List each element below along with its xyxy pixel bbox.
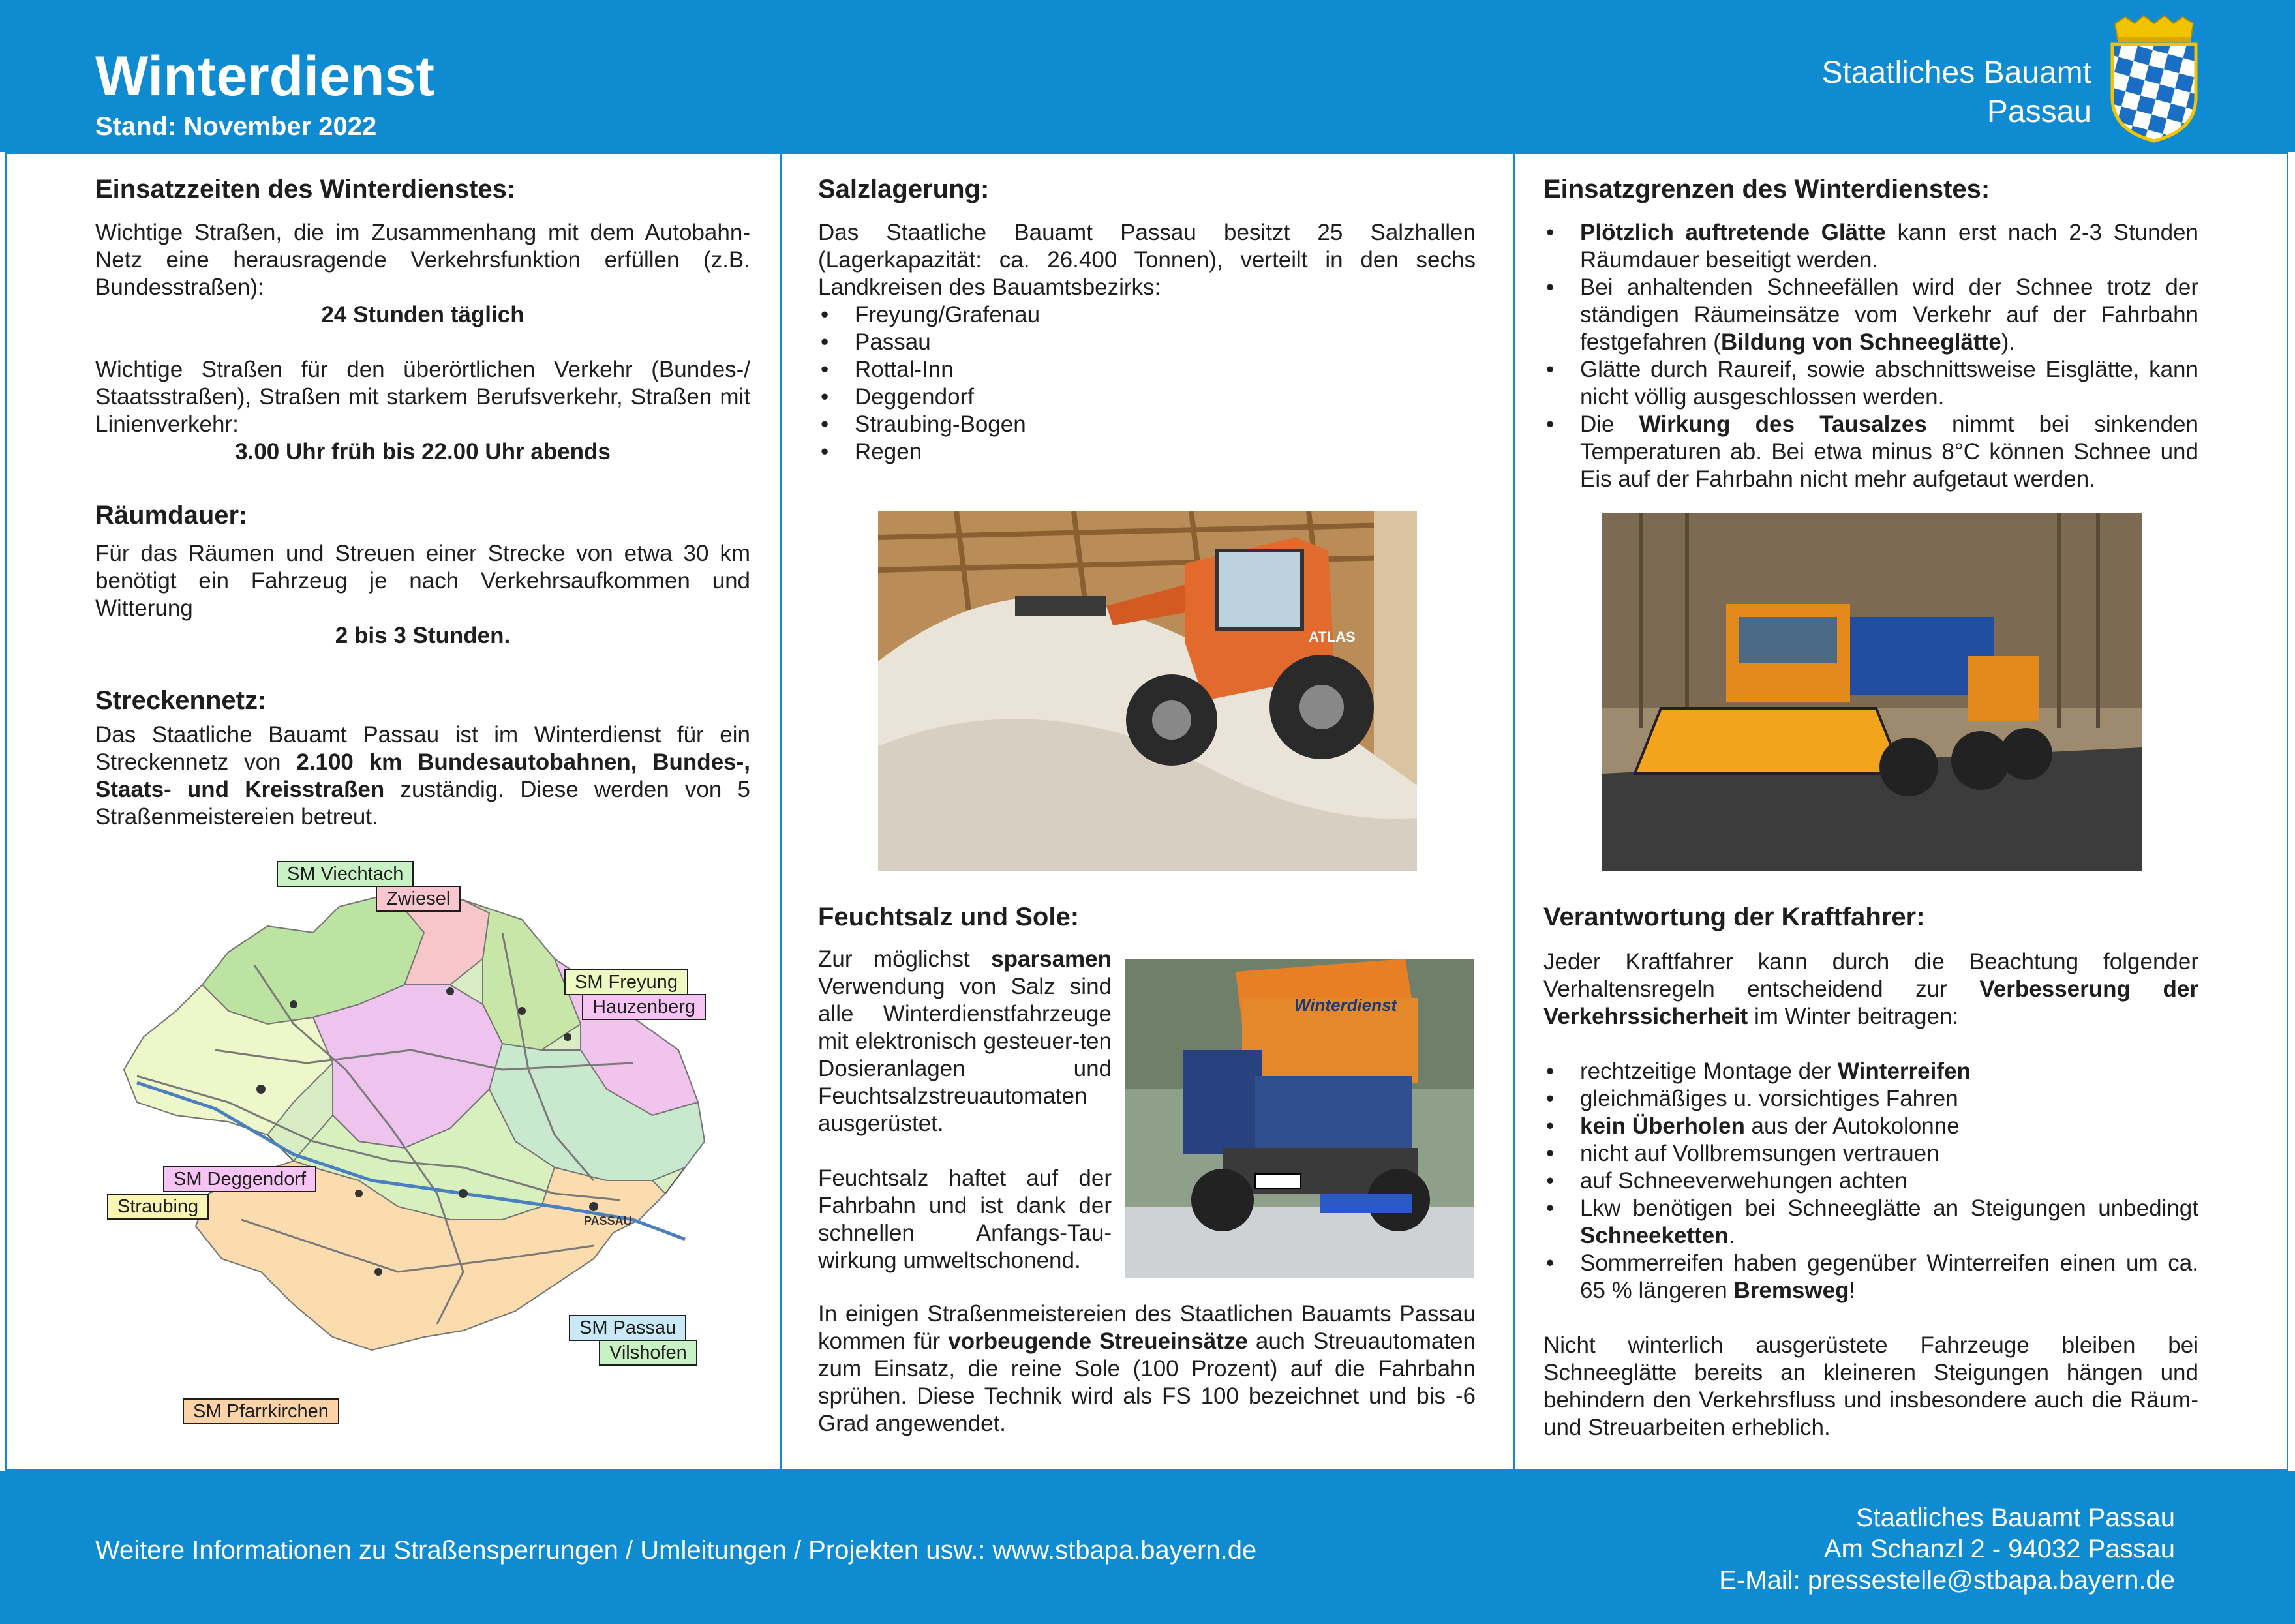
feucht-text-1c: Verwendung von Salz sind alle Winterdienstfahrzeuge mit elektronisch gesteuer-ten Dosieranlagen und Feuchtsalzstreuautomaten ausgerüstet. — [818, 974, 1112, 1136]
heading-feuchtsalz: Feuchtsalz und Sole: — [818, 903, 1080, 931]
raeum-text: Für das Räumen und Streuen einer Strecke von etwa 30 km benötigt ein Fahrzeug je nach Verkehrsaufkommen und Witterung — [95, 541, 750, 621]
photo-spreader-truck — [1125, 959, 1474, 1278]
list-item: • Deggendorf — [818, 383, 1476, 411]
verant-intro-a: Jeder Kraftfahrer kann durch die Beachtung folgender Verhaltensregeln entscheidend zur — [1543, 949, 2198, 1002]
list-item: • Regen — [818, 438, 1476, 466]
limit-2-text-c: ). — [2001, 329, 2016, 355]
column-right — [1543, 173, 2198, 493]
map-label-zwiesel: Zwiesel — [376, 886, 461, 912]
list-item: • gleichmäßiges u. vorsichtiges Fahren — [1543, 1085, 2198, 1113]
footer-address: Am Schanzl 2 - 94032 Passau — [1823, 1535, 2175, 1563]
heading-einsatzgrenzen: Einsatzgrenzen des Winterdienstes: — [1543, 175, 1990, 203]
limit-4-bold: Wirkung des Tausalzes — [1639, 412, 1927, 437]
page-title: Winterdienst — [95, 45, 435, 108]
rule-6-end: . — [1728, 1223, 1735, 1248]
limit-1-text: kann erst nach 2-3 Stunden Räumdauer beseitigt werden. — [1580, 220, 2198, 273]
limit-4-text-c: nimmt bei sinkenden Temperaturen ab. Bei etwa minus 8°C können Schnee und Eis auf der Fahrbahn nicht mehr aufgetaut werden. — [1580, 412, 2198, 492]
section-verantwortung — [1543, 901, 2198, 1441]
bavarian-crest-icon — [2106, 13, 2202, 143]
column-divider-1 — [780, 152, 782, 1471]
heading-raeumdauer: Räumdauer: — [95, 501, 248, 530]
limit-4-text-a: Die — [1580, 412, 1639, 437]
heading-salzlagerung: Salzlagerung: — [818, 175, 990, 203]
list-item: • Glätte durch Raureif, sowie abschnittsweise Eisglätte, kann nicht völlig ausgeschlossen werden. — [1543, 356, 2198, 411]
limit-2-text-a: Bei anhaltenden Schneefällen wird der Schnee trotz der ständigen Räumeinsätze vom Verkehr auf der Fahrbahn festgefahren ( — [1580, 275, 2198, 355]
feuchtsalz-wide-text — [818, 1301, 1476, 1437]
loader-brand-text: ATLAS — [1309, 629, 1356, 645]
feucht-text-3a: In einigen Straßenmeistereien des Staatlichen Bauamts Passau kommen für — [818, 1301, 1476, 1354]
einsatz-time-2: 3.00 Uhr früh bis 22.00 Uhr abends — [235, 439, 611, 464]
list-item: • Straubing-Bogen — [818, 411, 1476, 438]
heading-verantwortung: Verantwortung der Kraftfahrer: — [1543, 903, 1925, 931]
feucht-text-3 — [818, 1301, 1476, 1437]
map-label-sm-passau: SM Passau — [569, 1315, 686, 1341]
truck-winterdienst-label: Winterdienst — [1294, 995, 1397, 1015]
netz-text-a: Das Staatliche Bauamt Passau ist im Winterdienst für ein Streckennetz von — [95, 722, 750, 775]
rule-7-bold: Bremsweg — [1733, 1278, 1849, 1303]
einsatz-time-1: 24 Stunden täglich — [321, 302, 524, 327]
rule-1-text: rechtzeitige Montage der — [1580, 1059, 1838, 1084]
footer-info-link[interactable]: Weitere Informationen zu Straßensperrungen / Umleitungen / Projekten usw.: www.stbapa.bayern.de — [95, 1536, 1257, 1565]
rule-3-text: aus der Autokolonne — [1744, 1113, 1960, 1139]
list-item — [1543, 1250, 2198, 1304]
list-item — [1543, 1058, 2198, 1085]
footer-bar — [0, 1471, 2295, 1624]
netz-text — [95, 721, 750, 831]
list-item: • auf Schneeverwehungen achten — [1543, 1167, 2198, 1195]
rule-1-bold: Winterreifen — [1837, 1059, 1971, 1084]
heading-einsatzzeiten: Einsatzzeiten des Winterdienstes: — [95, 175, 516, 203]
verant-intro — [1543, 948, 2198, 1030]
map-label-straubing: Straubing — [107, 1194, 209, 1220]
page-date: Stand: November 2022 — [95, 112, 377, 141]
list-item: • Rottal-Inn — [818, 356, 1476, 383]
map-label-sm-pfarrkirchen: SM Pfarrkirchen — [183, 1398, 339, 1424]
rule-6-text: Lkw benötigen bei Schneeglätte an Steigungen unbedingt — [1580, 1195, 2198, 1221]
heading-streckennetz: Streckennetz: — [95, 686, 267, 715]
feucht-text-1-bold: sparsamen — [991, 946, 1112, 972]
footer-contact — [1719, 1502, 2175, 1596]
map-label-vilshofen: Vilshofen — [599, 1340, 697, 1366]
district-map — [98, 854, 744, 1441]
feucht-text-1a: Zur möglichst — [818, 946, 992, 972]
list-item — [1543, 274, 2198, 356]
raeum-time: 2 bis 3 Stunden. — [335, 623, 511, 648]
rule-3-bold: kein Überholen — [1580, 1113, 1745, 1139]
rules-list — [1543, 1058, 2198, 1304]
list-item: • Freyung/Grafenau — [818, 301, 1476, 329]
photo-salt-hall — [878, 511, 1417, 871]
einsatz-text-1: Wichtige Straßen, die im Zusammenhang mit dem Autobahn-Netz eine herausragende Verkehrsfunktion erfüllen (z.B. Bundesstraßen): — [95, 220, 750, 300]
map-town-passau: PASSAU — [584, 1214, 632, 1227]
feucht-text-1 — [818, 946, 1112, 1137]
map-label-hauzenberg: Hauzenberg — [582, 994, 706, 1020]
salz-text: Das Staatliche Bauamt Passau besitzt 25 Salzhallen (Lagerkapazität: ca. 26.400 Tonnen), verteilt in den sechs Landkreisen des Bauamtsbezirks: — [818, 220, 1476, 300]
list-item — [1543, 219, 2198, 274]
netz-text-bold: 2.100 km Bundesautobahnen, Bundes-, Staats- und Kreisstraßen — [95, 749, 751, 802]
footer-org: Staatliches Bauamt Passau — [1855, 1503, 2175, 1532]
footer-email[interactable]: E-Mail: pressestelle@stbapa.bayern.de — [1719, 1566, 2175, 1595]
header-bar — [0, 0, 2295, 152]
section-feuchtsalz — [818, 901, 1476, 933]
feucht-text-3c: auch Streuautomaten zum Einsatz, die reine Sole (100 Prozent) auf die Fahrbahn sprühen. Diese Technik wird als FS 100 bezeichnet und bis -6 Grad angewendet. — [818, 1329, 1476, 1436]
verant-intro-bold: Verbesserung der Verkehrssicherheit — [1543, 976, 2198, 1029]
rule-7-end: ! — [1849, 1278, 1856, 1303]
map-label-sm-deggendorf: SM Deggendorf — [163, 1166, 316, 1192]
netz-text-c: zuständig. Diese werden von 5 Straßenmeistereien betreut. — [95, 777, 751, 830]
list-item — [1543, 411, 2198, 493]
feucht-text-3-bold: vorbeugende Streueinsätze — [948, 1329, 1248, 1354]
photo-plow-truck — [1602, 513, 2142, 871]
list-item: • nicht auf Vollbremsungen vertrauen — [1543, 1140, 2198, 1167]
column-divider-2 — [1513, 152, 1515, 1471]
feuchtsalz-narrow-text — [818, 946, 1112, 1274]
limit-1-bold: Plötzlich auftretende Glätte — [1580, 220, 1886, 245]
limits-list — [1543, 219, 2198, 493]
map-label-sm-viechtach: SM Viechtach — [277, 861, 414, 887]
district-list — [818, 301, 1476, 466]
rule-7-text: Sommerreifen haben gegenüber Winterreifen einen um ca. 65 % längeren — [1580, 1250, 2198, 1303]
feucht-text-2: Feuchtsalz haftet auf der Fahrbahn und ist dank der schnellen Anfangs-Tau-wirkung umweltschonend. — [818, 1165, 1112, 1273]
limit-2-bold: Bildung von Schneeglätte — [1720, 329, 2001, 355]
org-line-1: Staatliches Bauamt — [1821, 55, 2091, 90]
list-item — [1543, 1195, 2198, 1250]
column-middle — [818, 173, 1476, 466]
column-left — [95, 173, 750, 831]
einsatz-text-2: Wichtige Straßen für den überörtlichen Verkehr (Bundes-/ Staatsstraßen), Straßen mit starkem Berufsverkehr, Straßen mit Linienverkehr: — [95, 357, 750, 437]
org-line-2: Passau — [1986, 95, 2091, 129]
org-name — [1821, 53, 2091, 132]
rule-6-bold: Schneeketten — [1580, 1223, 1729, 1248]
list-item — [1543, 1113, 2198, 1140]
verant-intro-c: im Winter beitragen: — [1748, 1004, 1959, 1029]
list-item: • Passau — [818, 329, 1476, 356]
map-label-sm-freyung: SM Freyung — [564, 969, 688, 995]
verant-closing: Nicht winterlich ausgerüstete Fahrzeuge bleiben bei Schneeglätte bereits an kleineren Steigungen hängen und behindern den Verkehrsfluss und insbesondere auch die Räum- und Streuarbeiten erheblich. — [1543, 1332, 2198, 1440]
